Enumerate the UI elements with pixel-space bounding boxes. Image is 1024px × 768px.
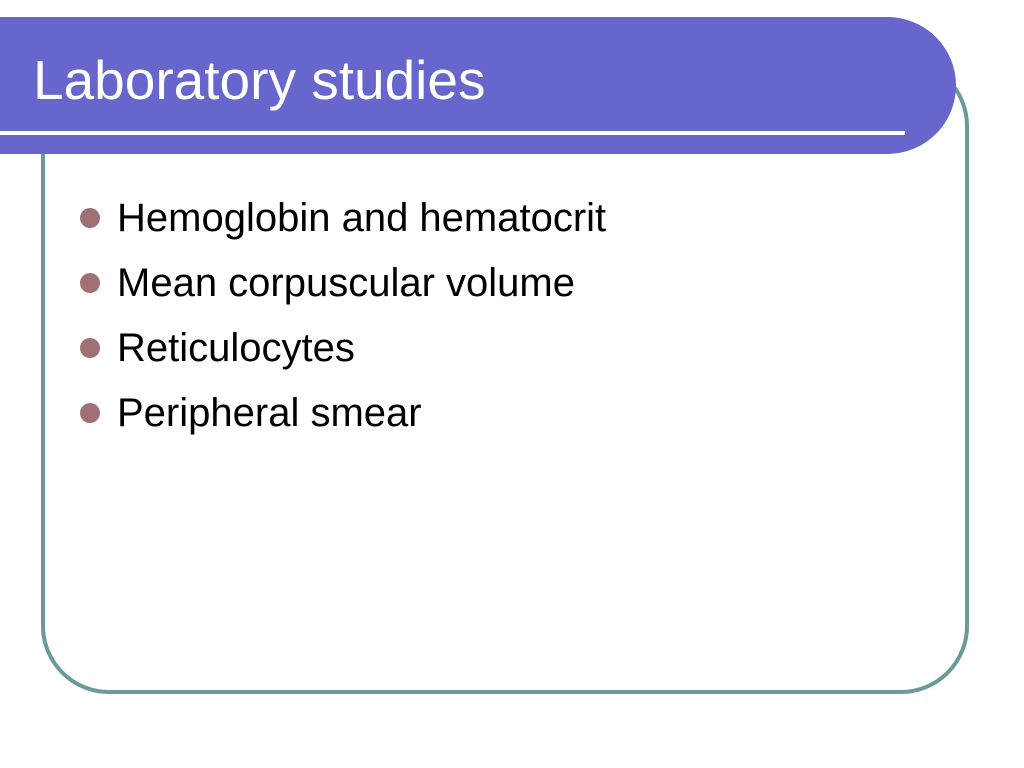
slide-title: Laboratory studies xyxy=(33,49,486,111)
bullet-dot-icon xyxy=(80,403,100,423)
bullet-list xyxy=(80,185,606,445)
bullet-text: Mean corpuscular volume xyxy=(117,260,575,305)
bullet-item xyxy=(80,315,606,380)
bullet-dot-icon xyxy=(80,338,100,358)
bullet-dot-icon xyxy=(80,273,100,293)
bullet-text: Hemoglobin and hematocrit xyxy=(117,195,607,240)
bullet-text: Peripheral smear xyxy=(117,390,422,435)
bullet-item xyxy=(80,380,606,445)
bullet-dot-icon xyxy=(80,208,100,228)
bullet-text: Reticulocytes xyxy=(117,325,355,370)
bullet-item xyxy=(80,185,606,250)
bullet-item xyxy=(80,250,606,315)
title-underline xyxy=(0,131,905,135)
